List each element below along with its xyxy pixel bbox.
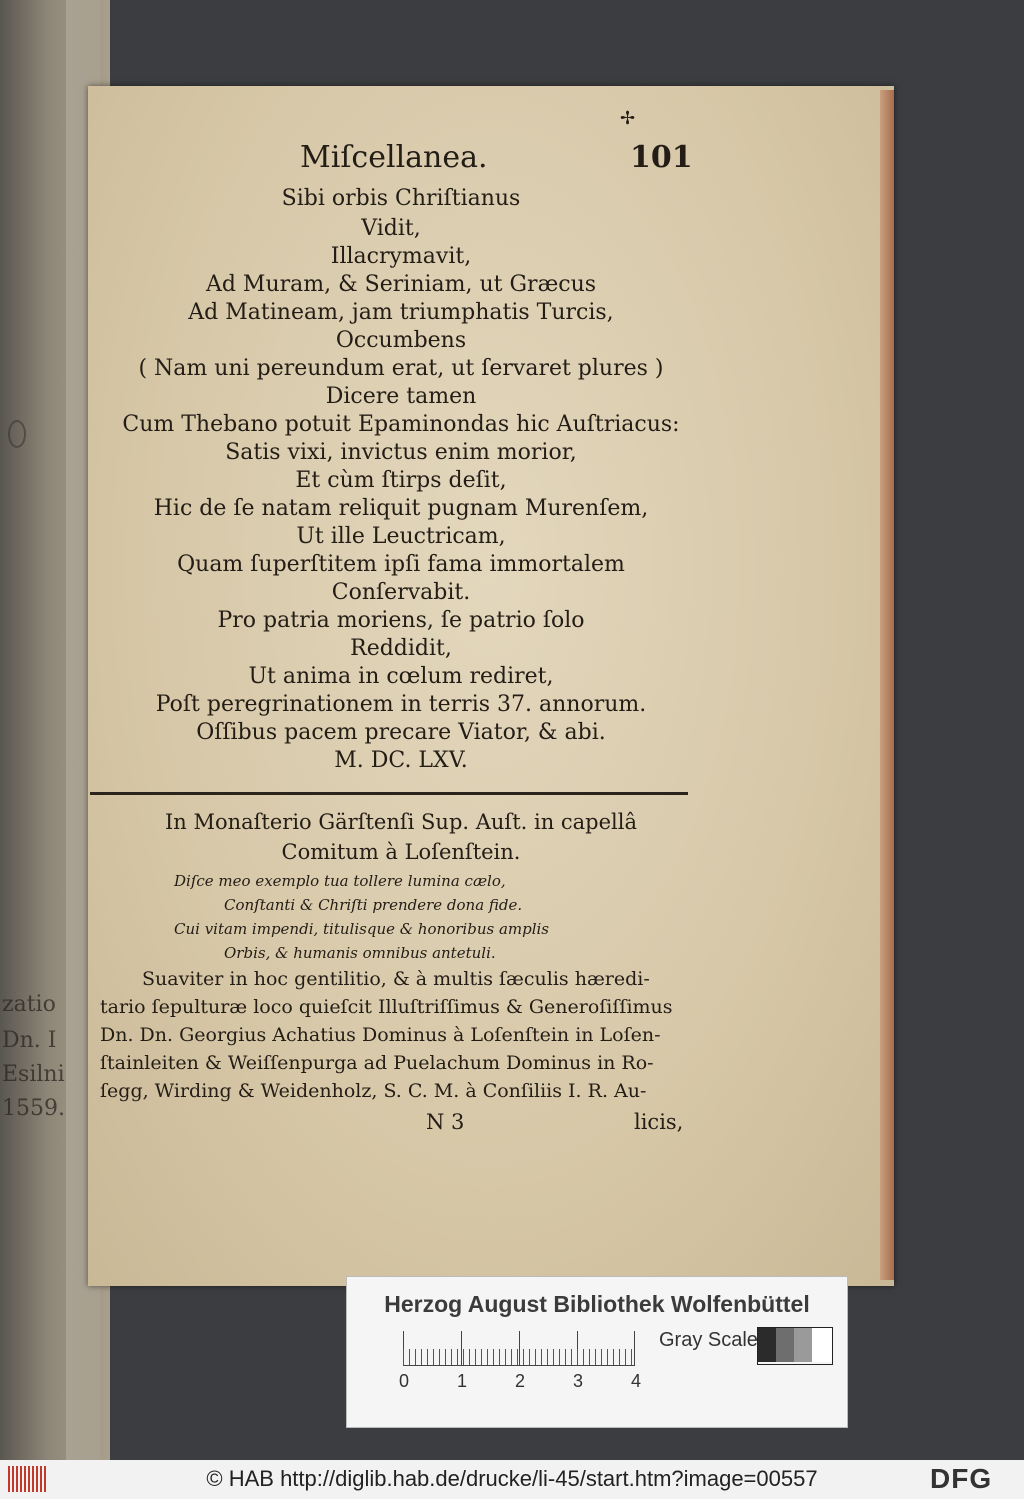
poem-line: Et cùm ſtirps deſit,: [295, 468, 507, 493]
scale-number: 0: [399, 1371, 410, 1391]
page-number: 101: [630, 140, 693, 175]
facing-page-fragment: Esilni: [2, 1062, 65, 1087]
section-title: In Monaſterio Gärſtenſi Sup. Auſt. in capellâ: [164, 810, 638, 834]
poem-line: Conſervabit.: [331, 580, 471, 605]
verse-line: Orbis, & humanis omnibus antetuli.: [224, 944, 496, 962]
poem-line: Quam ſuperſtitem ipſi fama immortalem: [177, 552, 625, 577]
poem-line: ( Nam uni pereundum erat, ut ſervaret plures ): [138, 356, 664, 381]
footer-bar: [0, 1460, 1024, 1499]
gray-swatch: [812, 1328, 832, 1362]
poem-line: Poſt peregrinationem in terris 37. annorum.: [155, 692, 647, 717]
running-head: Miſcellanea.: [300, 140, 488, 175]
scale-number: 2: [515, 1371, 526, 1391]
poem-line: Vidit,: [361, 216, 421, 241]
gray-swatch: [758, 1328, 776, 1362]
ruler-minor-ticks: [403, 1349, 635, 1365]
prose-line: Suaviter in hoc gentilitio, & à multis ſæculis hæredi-: [142, 968, 650, 990]
ornament-mark: ✢: [620, 108, 636, 129]
dfg-logo: DFG: [930, 1463, 993, 1494]
poem-line: Occumbens: [335, 328, 467, 353]
poem-line: Oſſibus pacem precare Viator, & abi.: [196, 720, 606, 745]
poem-line: Cum Thebano potuit Epaminondas hic Auſtriacus:: [122, 412, 680, 437]
facing-page-fragment: Dn. I: [2, 1028, 57, 1053]
poem-line: Pro patria moriens, ſe patrio ſolo: [217, 608, 585, 633]
verse-line: Diſce meo exemplo tua tollere lumina cælo,: [174, 872, 506, 890]
facing-page-fragment: zatio: [2, 992, 56, 1017]
divider-rule: [90, 792, 688, 795]
prose-line: ſtainleiten & Weiſſenpurga ad Puelachum Dominus in Ro-: [100, 1052, 654, 1074]
catchword: licis,: [634, 1110, 684, 1134]
verse-line: Cui vitam impendi, titulisque & honoribus amplis: [174, 920, 550, 938]
poem-line: Ad Matineam, jam triumphatis Turcis,: [188, 300, 614, 325]
poem-line: Illacrymavit,: [330, 244, 472, 269]
prose-line: Dn. Dn. Georgius Achatius Dominus à Loſenſtein in Loſen-: [100, 1024, 661, 1046]
verse-line: Conſtanti & Chriſti prendere dona fide.: [224, 896, 523, 914]
gray-swatch: [776, 1328, 794, 1362]
signature-mark: N 3: [426, 1110, 465, 1134]
color-chart: [346, 1276, 848, 1428]
ruler-scale: [403, 1331, 635, 1366]
scale-number: 1: [457, 1371, 468, 1391]
poem-line: Dicere tamen: [325, 384, 477, 409]
gray-scale-label: Gray Scale: [659, 1329, 758, 1351]
poem-line: Hic de ſe natam reliquit pugnam Murenſem,: [153, 496, 649, 521]
scale-number: 4: [631, 1371, 642, 1391]
poem-line: Reddidit,: [350, 636, 452, 661]
page-edge: [880, 90, 894, 1280]
poem-line: Ut anima in cœlum rediret,: [248, 664, 554, 689]
prose-line: tario ſepulturæ loco quieſcit Illuſtriſſimus & Generoſiſſimus: [100, 996, 673, 1018]
poem-line: Satis vixi, invictus enim morior,: [225, 440, 577, 465]
scale-number: 3: [573, 1371, 584, 1391]
chart-title: Herzog August Bibliothek Wolfenbüttel: [384, 1291, 810, 1317]
scanned-page: [88, 86, 894, 1286]
poem-line: Ut ille Leuctricam,: [296, 524, 506, 549]
poem-line: M. DC. LXV.: [334, 748, 468, 773]
facing-page-fragment: 1559.: [2, 1096, 65, 1121]
poem-line: Sibi orbis Chriſtianus: [281, 186, 521, 211]
section-subtitle: Comitum à Loſenſtein.: [281, 840, 521, 864]
copyright-url[interactable]: © HAB http://diglib.hab.de/drucke/li-45/start.htm?image=00557: [206, 1466, 818, 1491]
gray-swatch: [794, 1328, 812, 1362]
prose-line: ſegg, Wirding & Weidenholz, S. C. M. à Conſiliis I. R. Au-: [100, 1080, 647, 1102]
gray-swatches: [757, 1327, 833, 1365]
poem-line: Ad Muram, & Seriniam, ut Græcus: [205, 272, 597, 297]
